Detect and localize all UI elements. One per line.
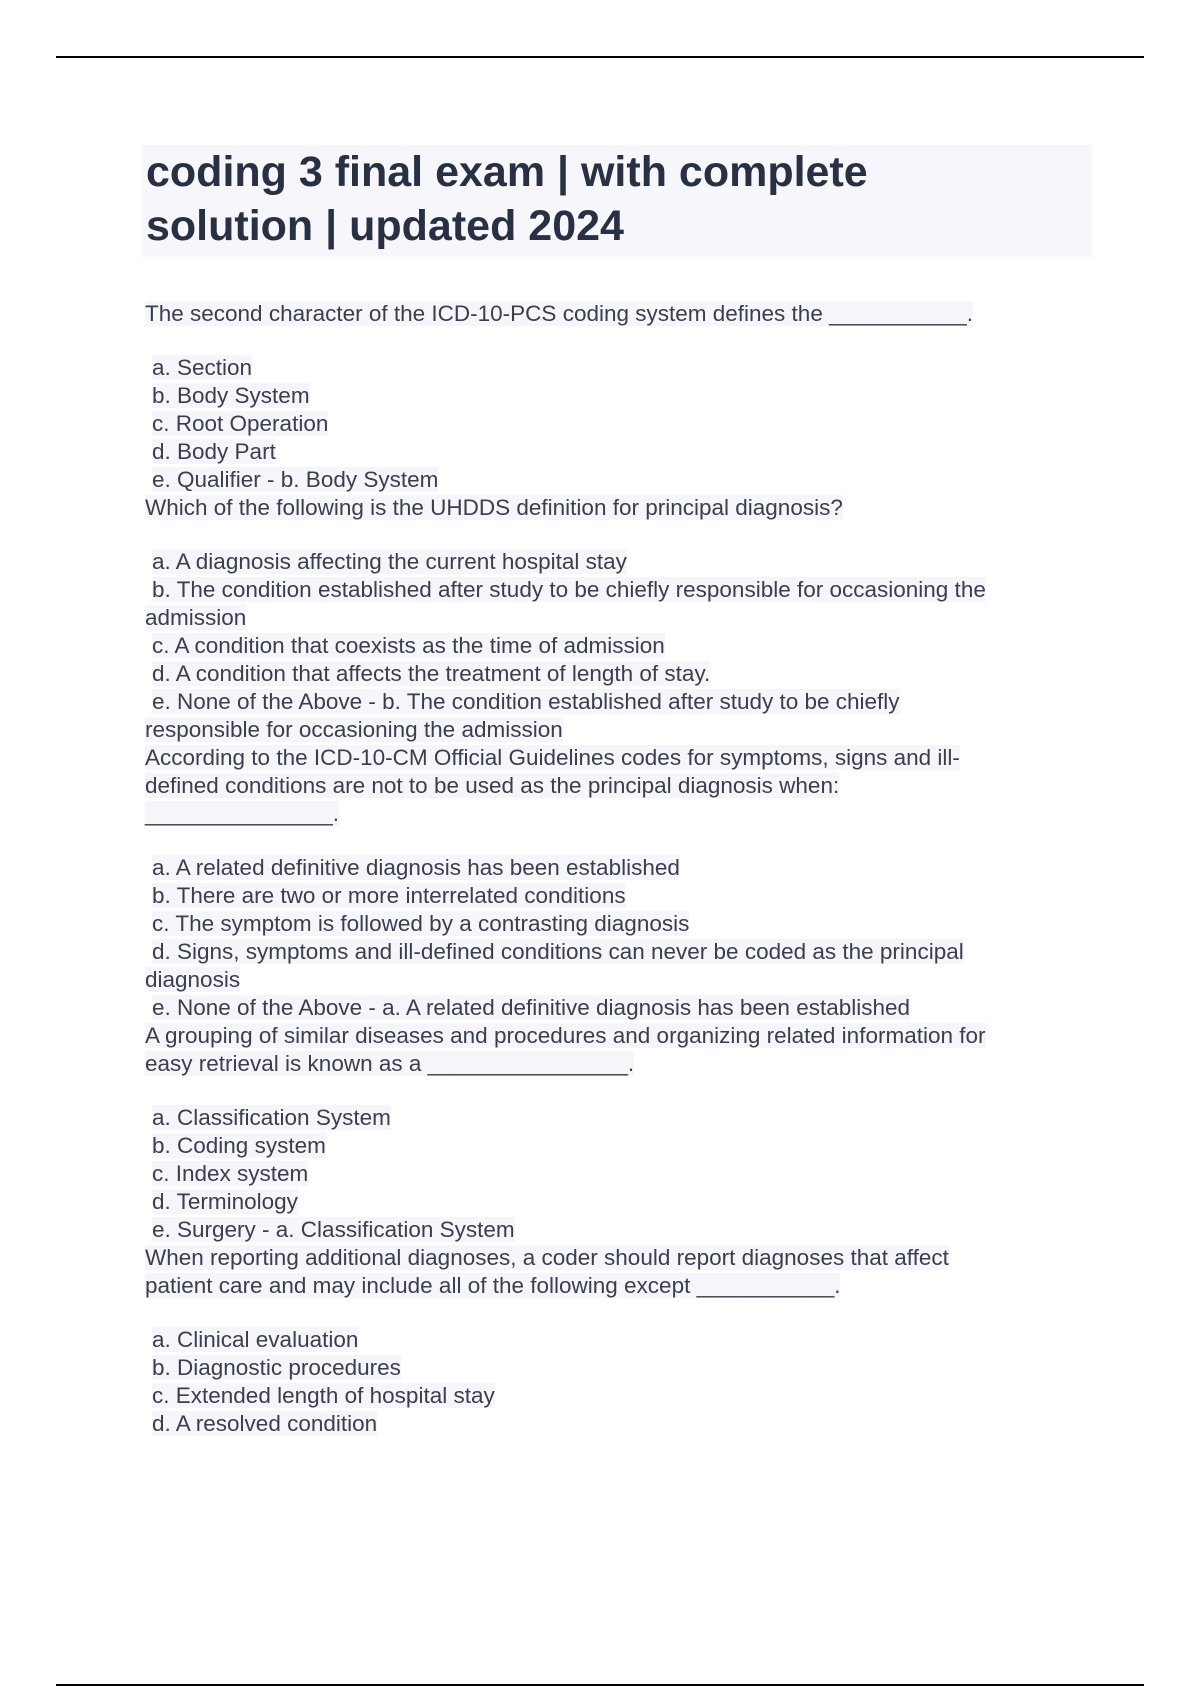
question-prompt: According to the ICD-10-CM Official Guidelines codes for symptoms, signs and ill- — [145, 745, 960, 770]
option-line: c. Extended length of hospital stay — [152, 1383, 495, 1408]
title-line-2: solution | updated 2024 — [146, 202, 624, 250]
title-line-1: coding 3 final exam | with complete — [146, 148, 868, 196]
option-line: b. Coding system — [152, 1133, 326, 1158]
question-prompt: defined conditions are not to be used as the principal diagnosis when: — [145, 773, 840, 798]
option-answer-line: e. None of the Above - a. A related definitive diagnosis has been established — [152, 995, 911, 1020]
question-5 — [145, 1244, 1065, 1438]
top-rule — [56, 56, 1144, 58]
question-prompt: When reporting additional diagnoses, a coder should report diagnoses that affect — [145, 1245, 949, 1270]
option-continuation: admission — [145, 605, 247, 630]
option-line: a. Section — [152, 355, 253, 380]
option-line: a. A diagnosis affecting the current hospital stay — [152, 549, 627, 574]
title-block — [142, 145, 1092, 257]
question-prompt: easy retrieval is known as a ________________. — [145, 1051, 635, 1076]
option-line: a. A related definitive diagnosis has been established — [152, 855, 680, 880]
question-prompt: The second character of the ICD-10-PCS coding system defines the ___________. — [145, 301, 973, 326]
option-line: b. The condition established after study to be chiefly responsible for occasioning the — [152, 577, 986, 602]
option-line: d. Signs, symptoms and ill-defined conditions can never be coded as the principal — [152, 939, 964, 964]
bottom-rule — [56, 1684, 1144, 1686]
option-line: b. Body System — [152, 383, 310, 408]
document-title — [142, 145, 1092, 253]
question-prompt: A grouping of similar diseases and procedures and organizing related information for — [145, 1023, 986, 1048]
option-line: d. Terminology — [152, 1189, 298, 1214]
exam-content — [145, 300, 1065, 1438]
option-answer-line: e. None of the Above - b. The condition established after study to be chiefly — [152, 689, 900, 714]
option-line: c. Root Operation — [152, 411, 329, 436]
option-line: a. Clinical evaluation — [152, 1327, 359, 1352]
option-line: c. Index system — [152, 1161, 309, 1186]
option-line: d. Body Part — [152, 439, 276, 464]
option-answer-line: e. Surgery - a. Classification System — [152, 1217, 515, 1242]
option-line: b. Diagnostic procedures — [152, 1355, 401, 1380]
option-continuation: diagnosis — [145, 967, 241, 992]
option-continuation: responsible for occasioning the admission — [145, 717, 563, 742]
question-4 — [145, 1022, 1065, 1244]
option-line: b. There are two or more interrelated conditions — [152, 883, 626, 908]
question-1 — [145, 300, 1065, 494]
option-answer-line: e. Qualifier - b. Body System — [152, 467, 439, 492]
option-line: c. The symptom is followed by a contrasting diagnosis — [152, 911, 690, 936]
option-line: d. A resolved condition — [152, 1411, 378, 1436]
question-prompt: _______________. — [145, 801, 339, 826]
question-2 — [145, 494, 1065, 744]
question-prompt: Which of the following is the UHDDS definition for principal diagnosis? — [145, 495, 843, 520]
option-line: a. Classification System — [152, 1105, 391, 1130]
option-line: d. A condition that affects the treatment of length of stay. — [152, 661, 711, 686]
question-prompt: patient care and may include all of the following except ___________. — [145, 1273, 841, 1298]
question-3 — [145, 744, 1065, 1022]
option-line: c. A condition that coexists as the time of admission — [152, 633, 665, 658]
